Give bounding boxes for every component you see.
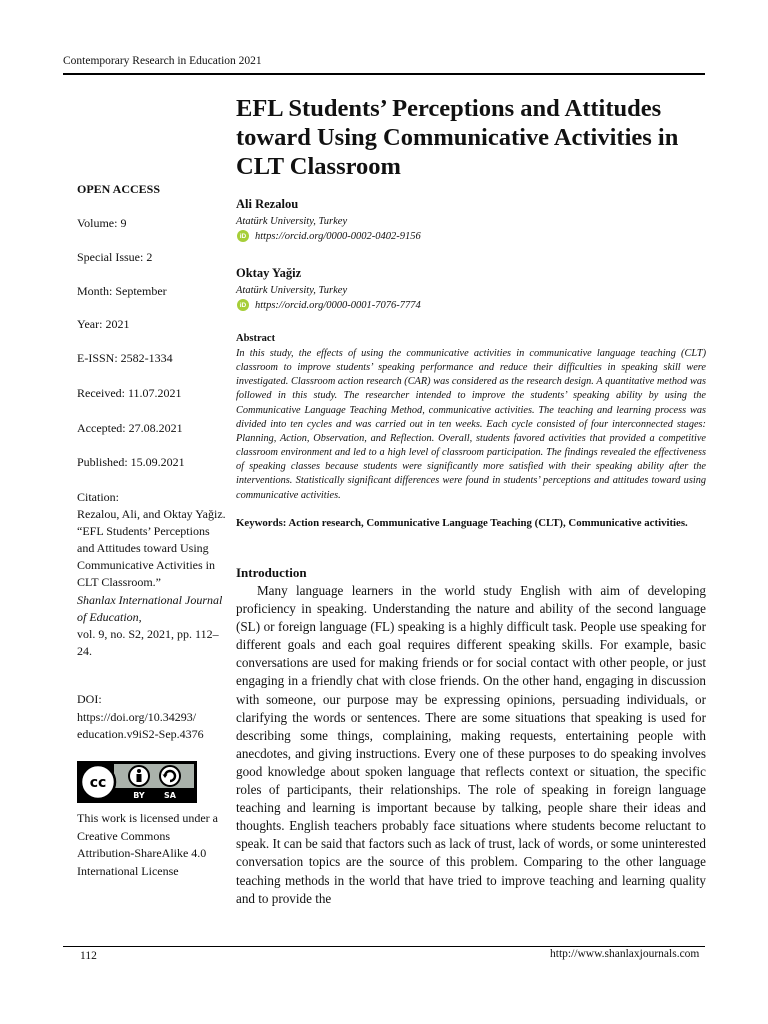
article-title: EFL Students’ Perceptions and Attitudes toward Using Communicative Activities in CLT Classroom [236,95,679,180]
author-block-1 [236,197,421,242]
citation-details: vol. 9, no. S2, 2021, pp. 112–24. [77,626,219,658]
cc-by-sa-icon [78,762,196,802]
meta-accepted: Accepted: 27.08.2021 [77,421,183,435]
creative-commons-badge[interactable] [77,761,197,803]
meta-month: Month: September [77,284,167,298]
abstract-text: In this study, the effects of using the communicative activities in communicative language teaching (CLT) classroom to improve students’ speaking performance and reduce their difficulties in speaking skill were investigated. Classroom action research (CAR) was considered as the research design. A quantitative method was followed in this study. The researcher intended to improve the students’ speaking ability by using the Communicative Language Teaching Method, communicative activities. The teaching and learning process was divided into ten cycles and was carried out in ten weeks. Each cycle consisted of four interconnected stages: Planning, Action, Observation, and Reflection. Overall, students favored activities that provided a competitive classroom environment and led to a high level of classroom participation. The findings revealed the effectiveness of speaking classes because students were significantly more satisfied with their speaking ability after the interventions. Statistically significant differences were found in students’ perceptions and attitudes toward using communicative activities. [236,348,706,501]
sa-label: SA [164,791,176,800]
orcid-url[interactable]: https://orcid.org/0000-0002-0402-9156 [255,230,421,242]
author-affiliation: Atatürk University, Turkey [236,285,348,296]
footer-divider [63,946,705,947]
citation-text: Rezalou, Ali, and Oktay Yağiz. “EFL Students’ Perceptions and Attitudes toward Using Communicative Activities in CLT Classroom.” [77,507,226,590]
doi-link[interactable] [77,709,227,744]
orcid-url[interactable]: https://orcid.org/0000-0001-7076-7774 [255,299,421,311]
doi [77,691,227,744]
header-divider [63,73,705,75]
citation-label: Citation: [77,490,119,504]
meta-special-issue: Special Issue: 2 [77,250,153,264]
running-header: Contemporary Research in Education 2021 [63,55,262,67]
doi-label: DOI: [77,692,102,706]
open-access-label: OPEN ACCESS [77,182,161,196]
cc-logo-text: cc [89,775,107,791]
citation [77,489,227,660]
orcid-icon: iD [237,230,249,242]
meta-received: Received: 11.07.2021 [77,386,182,400]
by-label: BY [133,791,145,800]
keywords: Keywords: Action research, Communicative Language Teaching (CLT), Communicative activities. [236,517,688,529]
citation-journal: Shanlax International Journal of Education, [77,592,223,624]
license-statement: This work is licensed under a Creative Commons Attribution-ShareAlike 4.0 International License [77,811,218,878]
doi-url-part-1[interactable]: https://doi.org/10.34293/ [77,709,197,724]
abstract-heading: Abstract [236,333,276,344]
orcid-icon: iD [237,299,249,311]
page-number: 112 [80,950,97,962]
orcid-link[interactable] [236,299,421,311]
footer-url[interactable]: http://www.shanlaxjournals.com [550,948,700,960]
introduction-text: Many language learners in the world study English with aim of developing proficiency in speaking. Understanding the nature and ability of the second language (SL) or foreign language (FL) speaking is a highly difficult task. People use speaking for different goals and each goal requires different speaking skills. For example, basic conversations are used for making friends or for social contact with other people, or just engaging in a friendly chat with close friends. On the other hand, engaging in discussion with someone, our purpose may be expressing opinions, persuading individuals, or clarifying the words or sentences. There are some situations that speaking is used for describing some things, complaining, making requests, entertaining people with anecdotes, and giving instructions. Every one of these purposes to do speaking involves good knowledge about spoken language that reflects context or situation, the specific roles of participants, their relationships. The role of speaking in foreign language teaching and learning is important because by talking, people share their ideas and thoughts. English teachers probably face situations where students become reluctant to speak. It can be said that factors such as lack of trust, lack of words, or some uninterested conversation topics are the source of this problem. Comparing to the other language teaching methods in the world that have tried to improve teaching and learning quality and to provide the [236,583,706,906]
author-affiliation: Atatürk University, Turkey [236,216,348,227]
meta-eissn: E-ISSN: 2582-1334 [77,351,173,365]
orcid-link[interactable] [236,230,421,242]
author-name: Oktay Yağiz [236,266,302,280]
meta-volume: Volume: 9 [77,216,127,230]
meta-published: Published: 15.09.2021 [77,455,185,469]
doi-url-part-2[interactable]: education.v9iS2-Sep.4376 [77,727,204,742]
section-heading-introduction: Introduction [236,565,307,580]
meta-year: Year: 2021 [77,317,130,331]
author-block-2 [236,266,421,311]
author-name: Ali Rezalou [236,197,299,211]
